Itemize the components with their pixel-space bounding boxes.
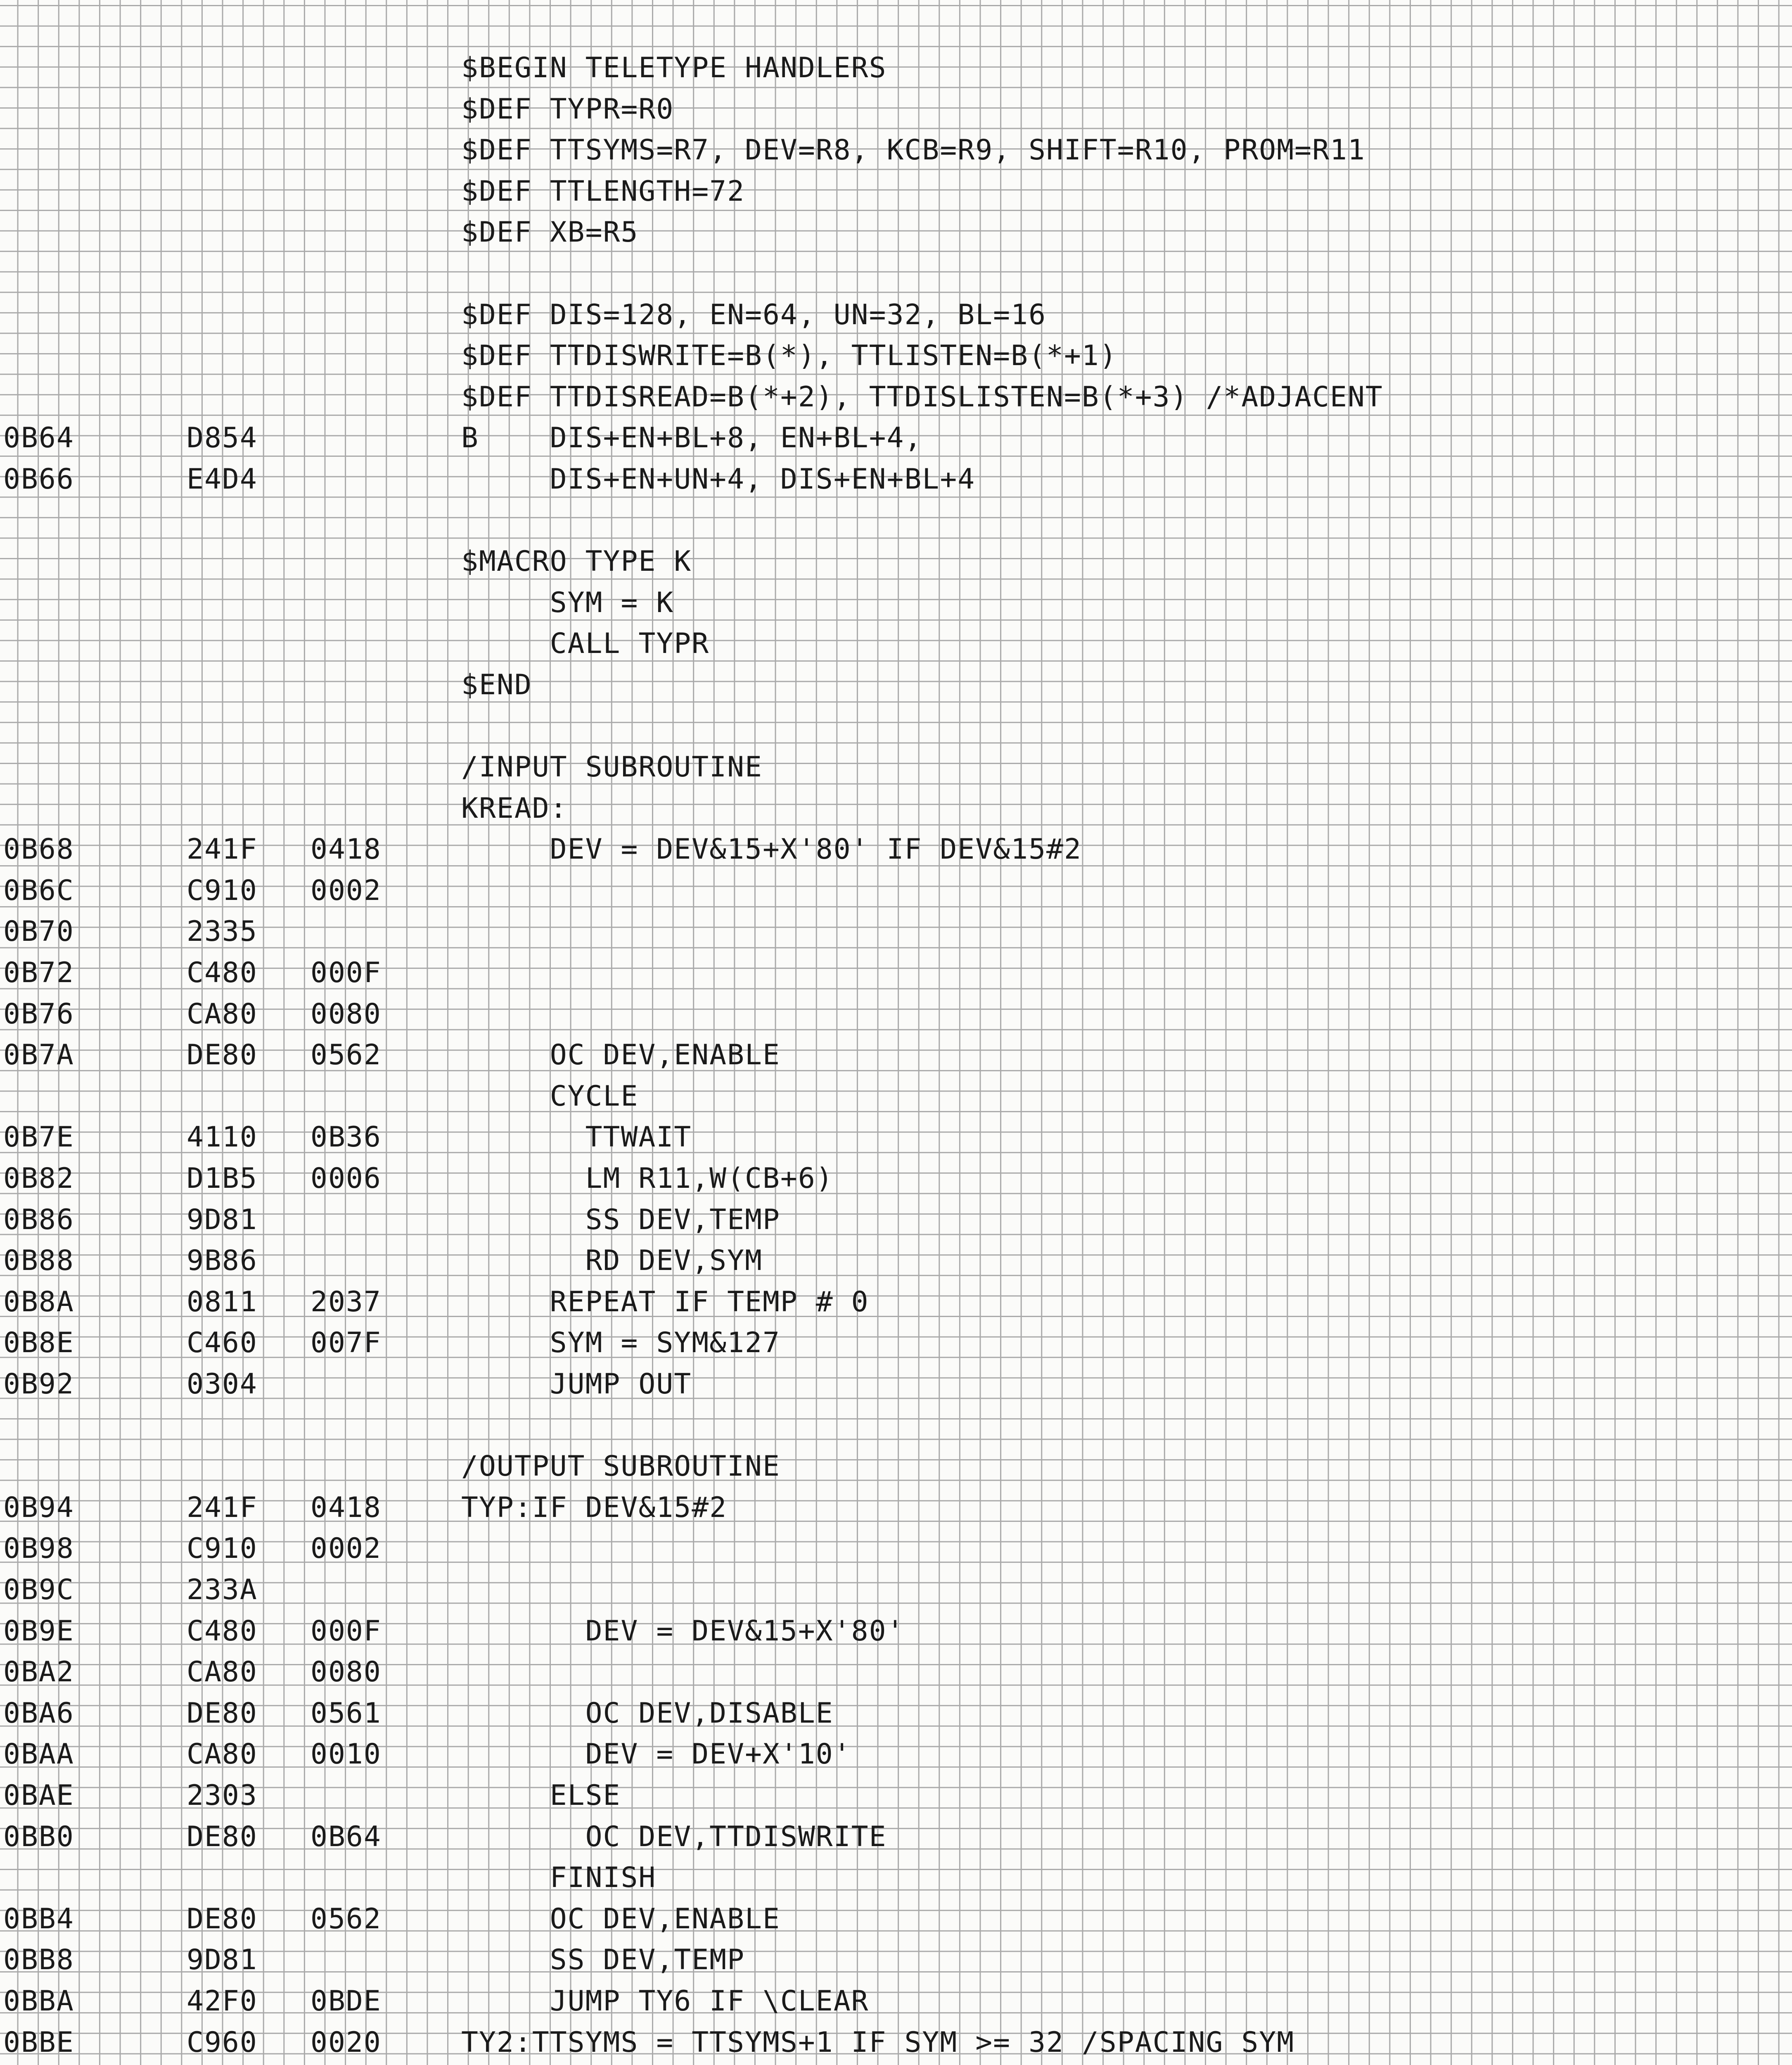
listing-line — [0, 870, 1792, 911]
listing-line — [0, 1734, 1792, 1775]
source-statement: $DEF TTSYMS=R7, DEV=R8, KCB=R9, SHIFT=R10, PROM=R11 — [461, 134, 1365, 167]
source-statement: $DEF TTDISREAD=B(*+2), TTDISLISTEN=B(*+3) /*ADJACENT — [461, 380, 1383, 413]
listing-line — [0, 212, 1792, 253]
object-word-1: 2335 — [187, 915, 258, 948]
source-statement: LM R11,W(CB+6) — [461, 1162, 834, 1195]
source-statement: SYM = K — [461, 586, 674, 619]
listing-line — [0, 1405, 1792, 1446]
source-statement: FINISH — [461, 1861, 657, 1894]
listing-line — [0, 294, 1792, 336]
address-field: 0B9C — [3, 1573, 74, 1606]
listing-line — [0, 541, 1792, 582]
source-statement: REPEAT IF TEMP # 0 — [461, 1285, 869, 1318]
address-field: 0BA2 — [3, 1656, 74, 1689]
listing-line — [0, 1611, 1792, 1652]
listing-line — [0, 1158, 1792, 1199]
source-statement: $DEF TTDISWRITE=B(*), TTLISTEN=B(*+1) — [461, 339, 1117, 373]
address-field: 0B76 — [3, 997, 74, 1030]
listing-line — [0, 335, 1792, 377]
object-word-2: 0BDE — [311, 1984, 382, 2018]
listing-line — [0, 130, 1792, 171]
object-word-1: D854 — [187, 422, 258, 455]
object-word-2: 0562 — [311, 1039, 382, 1072]
listing-line — [0, 377, 1792, 418]
listing-line — [0, 1446, 1792, 1487]
object-word-1: E4D4 — [187, 463, 258, 496]
object-word-1: 233A — [187, 1573, 258, 1606]
source-statement: TYP:IF DEV&15#2 — [461, 1491, 728, 1524]
source-statement: DEV = DEV&15+X'80' — [461, 1614, 905, 1647]
object-word-1: 4110 — [187, 1121, 258, 1154]
listing-line — [0, 952, 1792, 994]
listing-line — [0, 788, 1792, 829]
address-field: 0B82 — [3, 1162, 74, 1195]
source-statement: TY2:TTSYMS = TTSYMS+1 IF SYM >= 32 /SPACING SYM — [461, 2026, 1295, 2059]
source-statement: JUMP OUT — [461, 1368, 692, 1400]
object-word-1: CA80 — [187, 1656, 258, 1689]
object-word-1: DE80 — [187, 1820, 258, 1853]
listing-line — [0, 582, 1792, 624]
object-word-2: 0561 — [311, 1697, 382, 1730]
source-statement: DEV = DEV+X'10' — [461, 1738, 851, 1771]
address-field: 0B7A — [3, 1039, 74, 1072]
listing-line — [0, 2063, 1792, 2065]
object-word-1: 2303 — [187, 1779, 258, 1812]
address-field: 0B92 — [3, 1368, 74, 1400]
listing-line — [0, 1199, 1792, 1241]
source-statement: OC DEV,ENABLE — [461, 1902, 780, 1935]
object-word-2: 0080 — [311, 997, 382, 1030]
listing-line — [0, 1487, 1792, 1529]
source-statement: SS DEV,TEMP — [461, 1944, 745, 1977]
object-word-1: D1B5 — [187, 1162, 258, 1195]
listing-line — [0, 89, 1792, 130]
source-statement: SS DEV,TEMP — [461, 1203, 780, 1236]
address-field: 0B8E — [3, 1327, 74, 1360]
listing-line — [0, 500, 1792, 541]
object-word-1: 241F — [187, 833, 258, 866]
source-statement: /OUTPUT SUBROUTINE — [461, 1450, 780, 1483]
source-statement: $END — [461, 668, 532, 701]
address-field: 0BB0 — [3, 1820, 74, 1853]
listing-line — [0, 1364, 1792, 1405]
source-statement: OC DEV,TTDISWRITE — [461, 1820, 887, 1853]
object-word-1 — [187, 2063, 258, 2065]
object-word-2: 0010 — [311, 1738, 382, 1771]
address-field: 0BAE — [3, 1779, 74, 1812]
address-field: 0B9E — [3, 1614, 74, 1647]
listing-line — [0, 747, 1792, 788]
object-word-1: C910 — [187, 1532, 258, 1565]
listing-line — [0, 1240, 1792, 1282]
address-field: 0BAA — [3, 1738, 74, 1771]
source-statement: $DEF TYPR=R0 — [461, 93, 674, 126]
listing-line — [0, 418, 1792, 459]
listing-line — [0, 1035, 1792, 1076]
listing-line — [0, 1528, 1792, 1569]
object-word-1: C480 — [187, 1614, 258, 1647]
object-word-2: 0418 — [311, 1491, 382, 1524]
object-word-1: 0304 — [187, 1368, 258, 1400]
listing-line — [0, 1282, 1792, 1323]
address-field: 0B7E — [3, 1121, 74, 1154]
object-word-2: 0080 — [311, 1656, 382, 1689]
object-word-1: 241F — [187, 1491, 258, 1524]
listing-line — [0, 2022, 1792, 2063]
object-word-2: 000F — [311, 957, 382, 990]
listing-line — [0, 47, 1792, 89]
assembly-listing — [0, 47, 1792, 2065]
address-field: 0BBE — [3, 2026, 74, 2059]
object-word-1: C480 — [187, 957, 258, 990]
source-statement: B DIS+EN+BL+8, EN+BL+4, — [461, 422, 922, 455]
source-statement: KREAD: — [461, 792, 568, 825]
address-field: 0B94 — [3, 1491, 74, 1524]
address-field: 0BB8 — [3, 1944, 74, 1977]
address-field: 0B88 — [3, 1244, 74, 1277]
object-word-1: CA80 — [187, 997, 258, 1030]
address-field: 0B6C — [3, 874, 74, 907]
source-statement: DIS+EN+UN+4, DIS+EN+BL+4 — [461, 463, 976, 496]
object-word-2 — [311, 2063, 382, 2065]
object-word-1: 9D81 — [187, 1944, 258, 1977]
object-word-2: 0418 — [311, 833, 382, 866]
listing-line — [0, 171, 1792, 212]
listing-line — [0, 1569, 1792, 1611]
address-field: 0B70 — [3, 915, 74, 948]
object-word-1: C960 — [187, 2026, 258, 2059]
object-word-1: 9B86 — [187, 1244, 258, 1277]
listing-line — [0, 1939, 1792, 1981]
source-statement: DEV = DEV&15+X'80' IF DEV&15#2 — [461, 833, 1082, 866]
object-word-2: 007F — [311, 1327, 382, 1360]
listing-line — [0, 911, 1792, 952]
source-statement: CALL TYPR — [461, 627, 710, 660]
source-statement: $BEGIN TELETYPE HANDLERS — [461, 52, 887, 84]
listing-line — [0, 829, 1792, 870]
object-word-2: 0002 — [311, 1532, 382, 1565]
address-field: 0B66 — [3, 463, 74, 496]
source-statement: JUMP TY6 IF \CLEAR — [461, 1984, 869, 2018]
address-field — [3, 2063, 74, 2065]
listing-line — [0, 1899, 1792, 1940]
object-word-2: 0002 — [311, 874, 382, 907]
listing-line — [0, 1775, 1792, 1816]
listing-line — [0, 1816, 1792, 1858]
object-word-2: 0006 — [311, 1162, 382, 1195]
source-statement: OC DEV,ENABLE — [461, 1039, 780, 1072]
object-word-1: DE80 — [187, 1902, 258, 1935]
object-word-2: 0B36 — [311, 1121, 382, 1154]
source-statement: SYM = SYM&127 — [461, 1327, 780, 1360]
object-word-1: C460 — [187, 1327, 258, 1360]
object-word-2: 2037 — [311, 1285, 382, 1318]
listing-line — [0, 1076, 1792, 1117]
object-word-1: CA80 — [187, 1738, 258, 1771]
listing-line — [0, 994, 1792, 1035]
listing-line — [0, 1857, 1792, 1899]
source-statement: $DEF TTLENGTH=72 — [461, 175, 745, 208]
listing-line — [0, 459, 1792, 500]
address-field: 0B86 — [3, 1203, 74, 1236]
address-field: 0B8A — [3, 1285, 74, 1318]
object-word-2: 000F — [311, 1614, 382, 1647]
object-word-1: 0811 — [187, 1285, 258, 1318]
source-statement: $DEF DIS=128, EN=64, UN=32, BL=16 — [461, 298, 1047, 331]
listing-line — [0, 706, 1792, 747]
address-field: 0B98 — [3, 1532, 74, 1565]
listing-line — [0, 1117, 1792, 1158]
address-field: 0BA6 — [3, 1697, 74, 1730]
source-statement: $DEF XB=R5 — [461, 216, 639, 249]
listing-line — [0, 665, 1792, 706]
object-word-1: DE80 — [187, 1039, 258, 1072]
address-field: 0BBA — [3, 1984, 74, 2018]
listing-line — [0, 1693, 1792, 1734]
object-word-2: 0020 — [311, 2026, 382, 2059]
object-word-1: C910 — [187, 874, 258, 907]
address-field: 0B72 — [3, 957, 74, 990]
source-statement: CYCLE — [461, 1080, 639, 1113]
address-field: 0BB4 — [3, 1902, 74, 1935]
listing-line — [0, 623, 1792, 665]
source-statement: /INPUT SUBROUTINE — [461, 751, 763, 784]
listing-line — [0, 253, 1792, 294]
address-field: 0B68 — [3, 833, 74, 866]
object-word-1: DE80 — [187, 1697, 258, 1730]
listing-line — [0, 1981, 1792, 2022]
object-word-2: 0562 — [311, 1902, 382, 1935]
source-statement: ELSE — [461, 1779, 621, 1812]
listing-line — [0, 1652, 1792, 1693]
listing-line — [0, 1322, 1792, 1364]
source-statement: RD DEV,SYM — [461, 1244, 763, 1277]
source-statement: $MACRO TYPE K — [461, 545, 692, 578]
address-field: 0B64 — [3, 422, 74, 455]
object-word-1: 42F0 — [187, 1984, 258, 2018]
source-statement: TTWAIT — [461, 1121, 692, 1154]
object-word-2: 0B64 — [311, 1820, 382, 1853]
source-statement: OC DEV,DISABLE — [461, 1697, 834, 1730]
object-word-1: 9D81 — [187, 1203, 258, 1236]
